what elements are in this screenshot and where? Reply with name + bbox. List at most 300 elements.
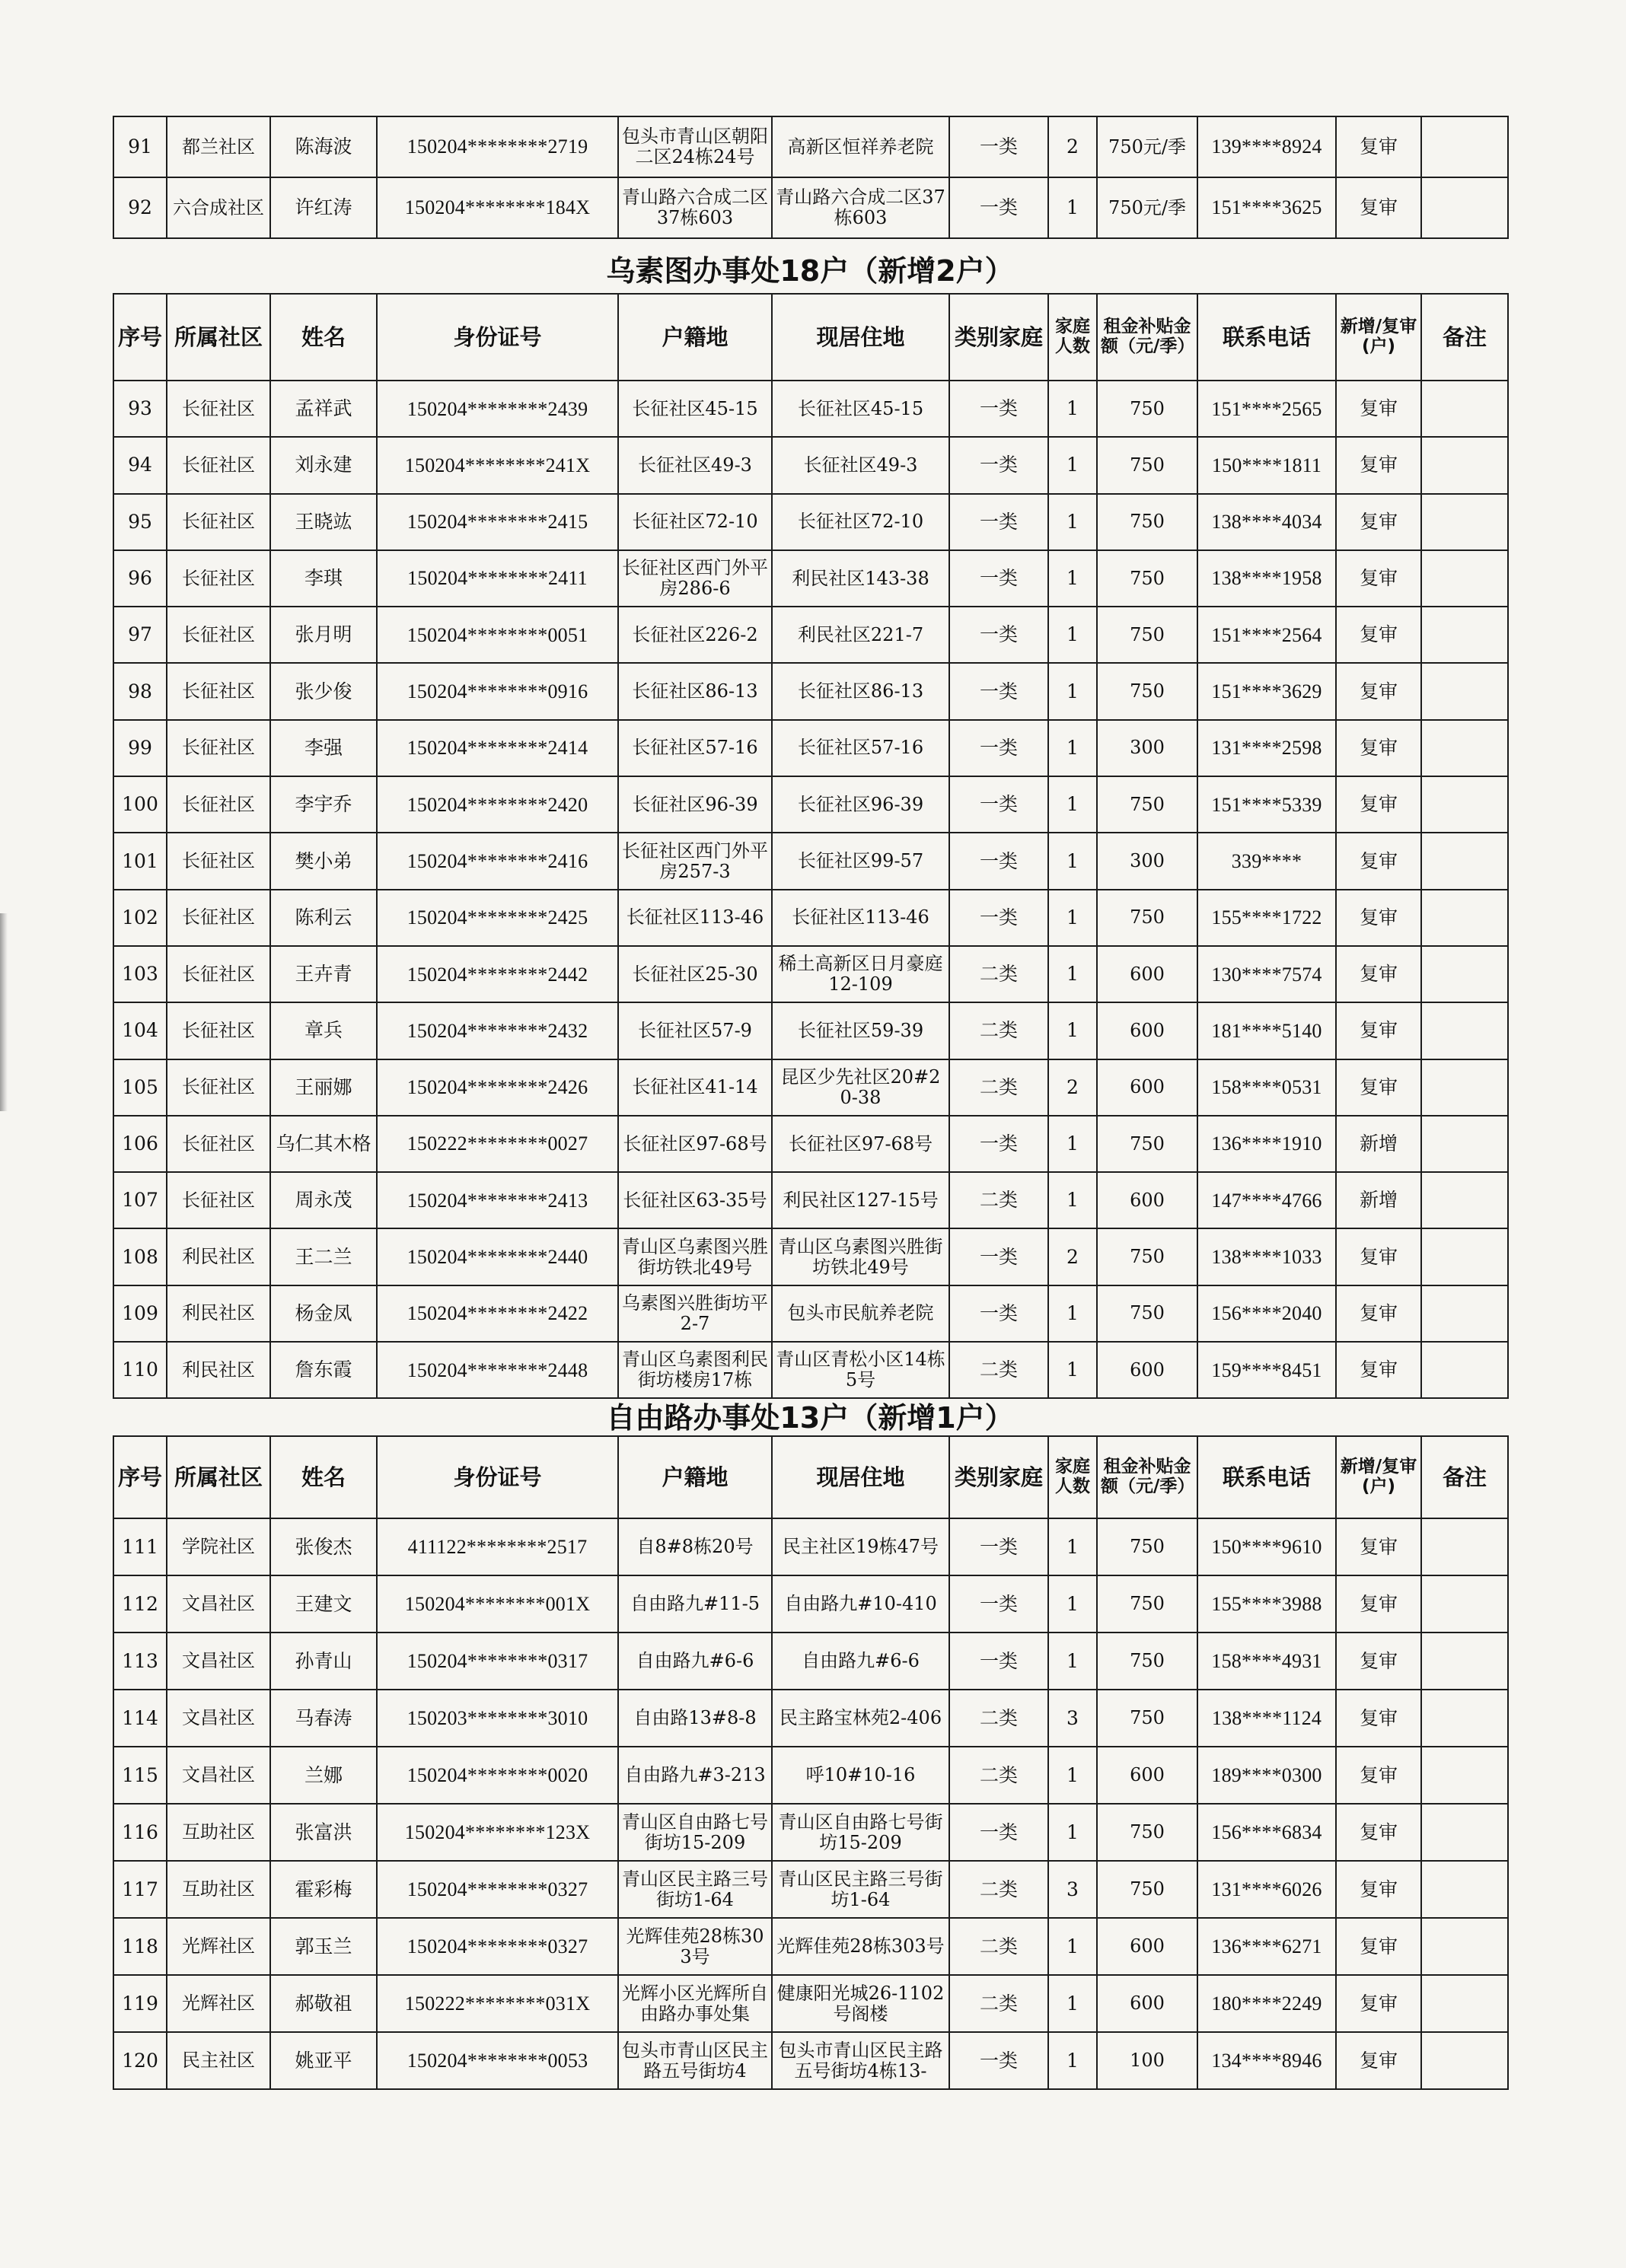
cell-members: 1 xyxy=(1048,1633,1097,1690)
cell-hukou: 自由路九#6-6 xyxy=(618,1633,772,1690)
cell-phone: 155****3988 xyxy=(1197,1575,1336,1633)
cell-no: 105 xyxy=(113,1059,167,1116)
cell-note xyxy=(1421,1116,1508,1172)
cell-subsidy: 750 xyxy=(1097,890,1197,946)
cell-no: 116 xyxy=(113,1804,167,1861)
header-status: 新增/复审(户) xyxy=(1336,1436,1421,1518)
cell-residence: 青山路六合成二区37栋603 xyxy=(772,177,949,238)
cell-members: 1 xyxy=(1048,1804,1097,1861)
cell-category: 一类 xyxy=(949,890,1048,946)
cell-community: 长征社区 xyxy=(167,1002,270,1059)
header-community: 所属社区 xyxy=(167,294,270,381)
cell-status: 复审 xyxy=(1336,1633,1421,1690)
header-category: 类别家庭 xyxy=(949,294,1048,381)
cell-members: 1 xyxy=(1048,1172,1097,1228)
cell-hukou: 青山区民主路三号街坊1-64 xyxy=(618,1861,772,1918)
header-hukou: 户籍地 xyxy=(618,294,772,381)
cell-subsidy: 750 xyxy=(1097,1633,1197,1690)
cell-name: 王建文 xyxy=(270,1575,377,1633)
cell-note xyxy=(1421,550,1508,607)
cell-status: 复审 xyxy=(1336,1285,1421,1342)
header-row xyxy=(113,294,1508,381)
cell-phone: 130****7574 xyxy=(1197,946,1336,1002)
cell-id: 150204********2425 xyxy=(377,890,618,946)
cell-status: 复审 xyxy=(1336,550,1421,607)
cell-community: 利民社区 xyxy=(167,1342,270,1398)
cell-hukou: 包头市青山区朝阳二区24栋24号 xyxy=(618,116,772,177)
cell-members: 1 xyxy=(1048,1342,1097,1398)
cell-status: 复审 xyxy=(1336,946,1421,1002)
cell-subsidy: 600 xyxy=(1097,1002,1197,1059)
cell-community: 都兰社区 xyxy=(167,116,270,177)
cell-subsidy: 750 xyxy=(1097,1518,1197,1575)
cell-id: 150204********2432 xyxy=(377,1002,618,1059)
cell-subsidy: 300 xyxy=(1097,720,1197,776)
cell-id: 150222********0027 xyxy=(377,1116,618,1172)
table-row xyxy=(113,607,1508,663)
cell-phone: 150****1811 xyxy=(1197,437,1336,493)
cell-members: 1 xyxy=(1048,1975,1097,2032)
cell-subsidy: 750 xyxy=(1097,1861,1197,1918)
cell-phone: 131****2598 xyxy=(1197,720,1336,776)
cell-category: 一类 xyxy=(949,550,1048,607)
cell-community: 长征社区 xyxy=(167,720,270,776)
cell-community: 文昌社区 xyxy=(167,1747,270,1804)
cell-name: 李宇乔 xyxy=(270,776,377,833)
cell-id: 150222********031X xyxy=(377,1975,618,2032)
cell-note xyxy=(1421,2032,1508,2089)
table-continued xyxy=(113,116,1509,239)
cell-residence: 高新区恒祥养老院 xyxy=(772,116,949,177)
cell-phone: 150****9610 xyxy=(1197,1518,1336,1575)
header-id: 身份证号 xyxy=(377,294,618,381)
cell-members: 1 xyxy=(1048,1518,1097,1575)
cell-id: 150204********001X xyxy=(377,1575,618,1633)
cell-category: 二类 xyxy=(949,1975,1048,2032)
cell-members: 1 xyxy=(1048,494,1097,550)
cell-category: 一类 xyxy=(949,116,1048,177)
cell-note xyxy=(1421,833,1508,889)
cell-note xyxy=(1421,1861,1508,1918)
cell-note xyxy=(1421,663,1508,719)
cell-no: 96 xyxy=(113,550,167,607)
header-note: 备注 xyxy=(1421,294,1508,381)
cell-category: 一类 xyxy=(949,776,1048,833)
cell-subsidy: 750 xyxy=(1097,1804,1197,1861)
cell-name: 王晓竑 xyxy=(270,494,377,550)
cell-phone: 180****2249 xyxy=(1197,1975,1336,2032)
header-name: 姓名 xyxy=(270,1436,377,1518)
cell-name: 马春涛 xyxy=(270,1690,377,1747)
header-no: 序号 xyxy=(113,294,167,381)
cell-no: 98 xyxy=(113,663,167,719)
cell-residence: 光辉佳苑28栋303号 xyxy=(772,1918,949,1975)
cell-name: 郝敬祖 xyxy=(270,1975,377,2032)
cell-note xyxy=(1421,1975,1508,2032)
cell-note xyxy=(1421,1804,1508,1861)
table-row xyxy=(113,1002,1508,1059)
header-note: 备注 xyxy=(1421,1436,1508,1518)
page-edge-shadow xyxy=(0,913,8,1111)
cell-note xyxy=(1421,890,1508,946)
cell-id: 150204********0327 xyxy=(377,1918,618,1975)
cell-subsidy: 600 xyxy=(1097,1975,1197,2032)
cell-status: 复审 xyxy=(1336,1342,1421,1398)
cell-phone: 151****2565 xyxy=(1197,381,1336,437)
cell-no: 117 xyxy=(113,1861,167,1918)
cell-name: 张富洪 xyxy=(270,1804,377,1861)
cell-category: 二类 xyxy=(949,1059,1048,1116)
cell-category: 二类 xyxy=(949,1747,1048,1804)
cell-phone: 136****1910 xyxy=(1197,1116,1336,1172)
cell-name: 许红涛 xyxy=(270,177,377,238)
cell-status: 复审 xyxy=(1336,437,1421,493)
cell-subsidy: 750 xyxy=(1097,494,1197,550)
cell-residence: 利民社区127-15号 xyxy=(772,1172,949,1228)
cell-residence: 民主路宝林苑2-406 xyxy=(772,1690,949,1747)
table-row xyxy=(113,833,1508,889)
cell-name: 李琪 xyxy=(270,550,377,607)
cell-phone: 156****2040 xyxy=(1197,1285,1336,1342)
cell-hukou: 青山区乌素图兴胜街坊铁北49号 xyxy=(618,1228,772,1285)
cell-subsidy: 600 xyxy=(1097,1918,1197,1975)
cell-status: 复审 xyxy=(1336,116,1421,177)
cell-members: 1 xyxy=(1048,776,1097,833)
table-row xyxy=(113,1690,1508,1747)
cell-name: 詹东霞 xyxy=(270,1342,377,1398)
cell-phone: 181****5140 xyxy=(1197,1002,1336,1059)
cell-id: 150204********2439 xyxy=(377,381,618,437)
cell-residence: 自由路九#6-6 xyxy=(772,1633,949,1690)
cell-subsidy: 600 xyxy=(1097,1747,1197,1804)
cell-residence: 长征社区59-39 xyxy=(772,1002,949,1059)
cell-phone: 155****1722 xyxy=(1197,890,1336,946)
cell-hukou: 长征社区41-14 xyxy=(618,1059,772,1116)
cell-no: 119 xyxy=(113,1975,167,2032)
cell-note xyxy=(1421,776,1508,833)
section-title-wusutu: 乌素图办事处18户（新增2户） xyxy=(606,254,1014,288)
header-phone: 联系电话 xyxy=(1197,294,1336,381)
cell-category: 一类 xyxy=(949,1285,1048,1342)
cell-phone: 339**** xyxy=(1197,833,1336,889)
cell-residence: 利民社区221-7 xyxy=(772,607,949,663)
cell-hukou: 青山区自由路七号街坊15-209 xyxy=(618,1804,772,1861)
cell-community: 文昌社区 xyxy=(167,1690,270,1747)
cell-id: 150204********0327 xyxy=(377,1861,618,1918)
cell-hukou: 长征社区49-3 xyxy=(618,437,772,493)
cell-no: 103 xyxy=(113,946,167,1002)
cell-community: 文昌社区 xyxy=(167,1575,270,1633)
cell-status: 复审 xyxy=(1336,720,1421,776)
cell-members: 1 xyxy=(1048,1575,1097,1633)
cell-status: 复审 xyxy=(1336,1575,1421,1633)
cell-hukou: 长征社区226-2 xyxy=(618,607,772,663)
cell-hukou: 长征社区63-35号 xyxy=(618,1172,772,1228)
cell-subsidy: 750 xyxy=(1097,1690,1197,1747)
cell-residence: 青山区乌素图兴胜街坊铁北49号 xyxy=(772,1228,949,1285)
cell-community: 光辉社区 xyxy=(167,1918,270,1975)
cell-members: 1 xyxy=(1048,177,1097,238)
cell-members: 1 xyxy=(1048,550,1097,607)
cell-id: 150204********0916 xyxy=(377,663,618,719)
header-status: 新增/复审(户) xyxy=(1336,294,1421,381)
cell-status: 复审 xyxy=(1336,1747,1421,1804)
cell-category: 一类 xyxy=(949,1575,1048,1633)
cell-residence: 长征社区97-68号 xyxy=(772,1116,949,1172)
cell-note xyxy=(1421,1285,1508,1342)
cell-residence: 长征社区113-46 xyxy=(772,890,949,946)
cell-phone: 159****8451 xyxy=(1197,1342,1336,1398)
cell-phone: 139****8924 xyxy=(1197,116,1336,177)
cell-phone: 138****1124 xyxy=(1197,1690,1336,1747)
cell-members: 1 xyxy=(1048,1747,1097,1804)
header-members: 家庭人数 xyxy=(1048,1436,1097,1518)
cell-no: 107 xyxy=(113,1172,167,1228)
cell-category: 二类 xyxy=(949,1861,1048,1918)
cell-residence: 稀土高新区日月豪庭12-109 xyxy=(772,946,949,1002)
cell-community: 文昌社区 xyxy=(167,1633,270,1690)
cell-residence: 利民社区143-38 xyxy=(772,550,949,607)
cell-status: 复审 xyxy=(1336,1002,1421,1059)
cell-note xyxy=(1421,1690,1508,1747)
cell-note xyxy=(1421,946,1508,1002)
table-row xyxy=(113,1059,1508,1116)
table-row xyxy=(113,1342,1508,1398)
cell-name: 陈利云 xyxy=(270,890,377,946)
cell-community: 长征社区 xyxy=(167,833,270,889)
cell-community: 长征社区 xyxy=(167,607,270,663)
cell-status: 新增 xyxy=(1336,1116,1421,1172)
cell-no: 112 xyxy=(113,1575,167,1633)
cell-members: 1 xyxy=(1048,437,1097,493)
cell-no: 115 xyxy=(113,1747,167,1804)
cell-id: 150204********241X xyxy=(377,437,618,493)
cell-status: 复审 xyxy=(1336,833,1421,889)
cell-category: 一类 xyxy=(949,177,1048,238)
header-subsidy: 租金补贴金额（元/季） xyxy=(1097,294,1197,381)
table-row xyxy=(113,494,1508,550)
cell-category: 一类 xyxy=(949,2032,1048,2089)
cell-id: 150204********2440 xyxy=(377,1228,618,1285)
cell-note xyxy=(1421,116,1508,177)
cell-members: 1 xyxy=(1048,1285,1097,1342)
cell-name: 姚亚平 xyxy=(270,2032,377,2089)
cell-name: 刘永建 xyxy=(270,437,377,493)
cell-name: 杨金凤 xyxy=(270,1285,377,1342)
cell-no: 106 xyxy=(113,1116,167,1172)
cell-id: 150204********0051 xyxy=(377,607,618,663)
cell-phone: 158****0531 xyxy=(1197,1059,1336,1116)
cell-id: 150204********2448 xyxy=(377,1342,618,1398)
cell-no: 91 xyxy=(113,116,167,177)
cell-status: 复审 xyxy=(1336,494,1421,550)
cell-community: 利民社区 xyxy=(167,1228,270,1285)
cell-category: 一类 xyxy=(949,720,1048,776)
cell-status: 复审 xyxy=(1336,663,1421,719)
cell-no: 99 xyxy=(113,720,167,776)
cell-hukou: 长征社区57-16 xyxy=(618,720,772,776)
cell-note xyxy=(1421,381,1508,437)
cell-phone: 156****6834 xyxy=(1197,1804,1336,1861)
cell-community: 互助社区 xyxy=(167,1861,270,1918)
cell-residence: 长征社区45-15 xyxy=(772,381,949,437)
cell-no: 102 xyxy=(113,890,167,946)
cell-status: 复审 xyxy=(1336,890,1421,946)
header-id: 身份证号 xyxy=(377,1436,618,1518)
table-row xyxy=(113,1172,1508,1228)
cell-name: 王二兰 xyxy=(270,1228,377,1285)
cell-community: 利民社区 xyxy=(167,1285,270,1342)
cell-community: 长征社区 xyxy=(167,494,270,550)
cell-hukou: 自由路13#8-8 xyxy=(618,1690,772,1747)
cell-no: 120 xyxy=(113,2032,167,2089)
section-title-ziyoulu: 自由路办事处13户（新增1户） xyxy=(606,1401,1014,1435)
cell-status: 复审 xyxy=(1336,776,1421,833)
cell-phone: 151****2564 xyxy=(1197,607,1336,663)
cell-name: 孟祥武 xyxy=(270,381,377,437)
cell-hukou: 长征社区113-46 xyxy=(618,890,772,946)
cell-no: 92 xyxy=(113,177,167,238)
cell-name: 王卉青 xyxy=(270,946,377,1002)
cell-hukou: 长征社区72-10 xyxy=(618,494,772,550)
table-row xyxy=(113,720,1508,776)
cell-name: 樊小弟 xyxy=(270,833,377,889)
cell-phone: 158****4931 xyxy=(1197,1633,1336,1690)
cell-category: 二类 xyxy=(949,1002,1048,1059)
table-row xyxy=(113,1747,1508,1804)
table-row xyxy=(113,550,1508,607)
cell-residence: 昆区少先社区20#20-38 xyxy=(772,1059,949,1116)
cell-name: 张月明 xyxy=(270,607,377,663)
cell-status: 复审 xyxy=(1336,2032,1421,2089)
cell-members: 1 xyxy=(1048,720,1097,776)
cell-phone: 138****4034 xyxy=(1197,494,1336,550)
cell-category: 一类 xyxy=(949,1116,1048,1172)
header-name: 姓名 xyxy=(270,294,377,381)
table-row xyxy=(113,1116,1508,1172)
cell-name: 李强 xyxy=(270,720,377,776)
cell-category: 一类 xyxy=(949,381,1048,437)
cell-residence: 民主社区19栋47号 xyxy=(772,1518,949,1575)
cell-status: 复审 xyxy=(1336,1518,1421,1575)
cell-name: 郭玉兰 xyxy=(270,1918,377,1975)
cell-subsidy: 300 xyxy=(1097,833,1197,889)
cell-hukou: 长征社区25-30 xyxy=(618,946,772,1002)
cell-name: 孙青山 xyxy=(270,1633,377,1690)
table-row xyxy=(113,890,1508,946)
cell-hukou: 光辉佳苑28栋303号 xyxy=(618,1918,772,1975)
cell-hukou: 长征社区西门外平房257-3 xyxy=(618,833,772,889)
cell-phone: 136****6271 xyxy=(1197,1918,1336,1975)
cell-category: 二类 xyxy=(949,1172,1048,1228)
cell-no: 97 xyxy=(113,607,167,663)
cell-no: 108 xyxy=(113,1228,167,1285)
cell-name: 陈海波 xyxy=(270,116,377,177)
cell-status: 新增 xyxy=(1336,1172,1421,1228)
cell-id: 150204********2414 xyxy=(377,720,618,776)
table-row xyxy=(113,1975,1508,2032)
cell-status: 复审 xyxy=(1336,177,1421,238)
cell-id: 150204********2442 xyxy=(377,946,618,1002)
cell-hukou: 青山区乌素图利民街坊楼房17栋 xyxy=(618,1342,772,1398)
cell-no: 111 xyxy=(113,1518,167,1575)
cell-name: 霍彩梅 xyxy=(270,1861,377,1918)
cell-status: 复审 xyxy=(1336,1861,1421,1918)
table-row xyxy=(113,381,1508,437)
cell-hukou: 长征社区96-39 xyxy=(618,776,772,833)
table-row xyxy=(113,1633,1508,1690)
cell-residence: 长征社区96-39 xyxy=(772,776,949,833)
cell-residence: 健康阳光城26-1102号阁楼 xyxy=(772,1975,949,2032)
cell-note xyxy=(1421,1172,1508,1228)
cell-subsidy: 750 xyxy=(1097,663,1197,719)
table-row xyxy=(113,946,1508,1002)
cell-id: 150204********2426 xyxy=(377,1059,618,1116)
cell-phone: 189****0300 xyxy=(1197,1747,1336,1804)
cell-members: 1 xyxy=(1048,1116,1097,1172)
cell-category: 一类 xyxy=(949,607,1048,663)
cell-note xyxy=(1421,1342,1508,1398)
cell-name: 章兵 xyxy=(270,1002,377,1059)
cell-note xyxy=(1421,437,1508,493)
cell-no: 114 xyxy=(113,1690,167,1747)
cell-members: 1 xyxy=(1048,833,1097,889)
cell-note xyxy=(1421,1575,1508,1633)
header-phone: 联系电话 xyxy=(1197,1436,1336,1518)
cell-residence: 包头市青山区民主路五号街坊4栋13- xyxy=(772,2032,949,2089)
cell-no: 109 xyxy=(113,1285,167,1342)
cell-subsidy: 600 xyxy=(1097,1342,1197,1398)
cell-community: 长征社区 xyxy=(167,381,270,437)
cell-hukou: 光辉小区光辉所自由路办事处集 xyxy=(618,1975,772,2032)
cell-name: 周永茂 xyxy=(270,1172,377,1228)
cell-note xyxy=(1421,1747,1508,1804)
cell-status: 复审 xyxy=(1336,1918,1421,1975)
cell-phone: 151****5339 xyxy=(1197,776,1336,833)
cell-hukou: 自由路九#11-5 xyxy=(618,1575,772,1633)
cell-note xyxy=(1421,1518,1508,1575)
cell-id: 150204********0053 xyxy=(377,2032,618,2089)
cell-residence: 自由路九#10-410 xyxy=(772,1575,949,1633)
cell-no: 113 xyxy=(113,1633,167,1690)
cell-category: 二类 xyxy=(949,1918,1048,1975)
cell-residence: 长征社区99-57 xyxy=(772,833,949,889)
cell-status: 复审 xyxy=(1336,1690,1421,1747)
cell-category: 一类 xyxy=(949,1228,1048,1285)
cell-subsidy: 750元/季 xyxy=(1097,177,1197,238)
cell-hukou: 青山路六合成二区37栋603 xyxy=(618,177,772,238)
cell-category: 一类 xyxy=(949,1633,1048,1690)
cell-category: 一类 xyxy=(949,1804,1048,1861)
cell-id: 411122********2517 xyxy=(377,1518,618,1575)
cell-members: 1 xyxy=(1048,946,1097,1002)
cell-category: 一类 xyxy=(949,833,1048,889)
cell-members: 1 xyxy=(1048,2032,1097,2089)
header-category: 类别家庭 xyxy=(949,1436,1048,1518)
table-wusutu xyxy=(113,293,1509,1399)
cell-hukou: 乌素图兴胜街坊平2-7 xyxy=(618,1285,772,1342)
cell-members: 1 xyxy=(1048,607,1097,663)
cell-id: 150204********2719 xyxy=(377,116,618,177)
cell-hukou: 自由路九#3-213 xyxy=(618,1747,772,1804)
cell-hukou: 长征社区45-15 xyxy=(618,381,772,437)
cell-no: 93 xyxy=(113,381,167,437)
cell-id: 150204********0020 xyxy=(377,1747,618,1804)
cell-members: 1 xyxy=(1048,663,1097,719)
cell-phone: 151****3629 xyxy=(1197,663,1336,719)
table-row xyxy=(113,2032,1508,2089)
cell-subsidy: 750 xyxy=(1097,381,1197,437)
